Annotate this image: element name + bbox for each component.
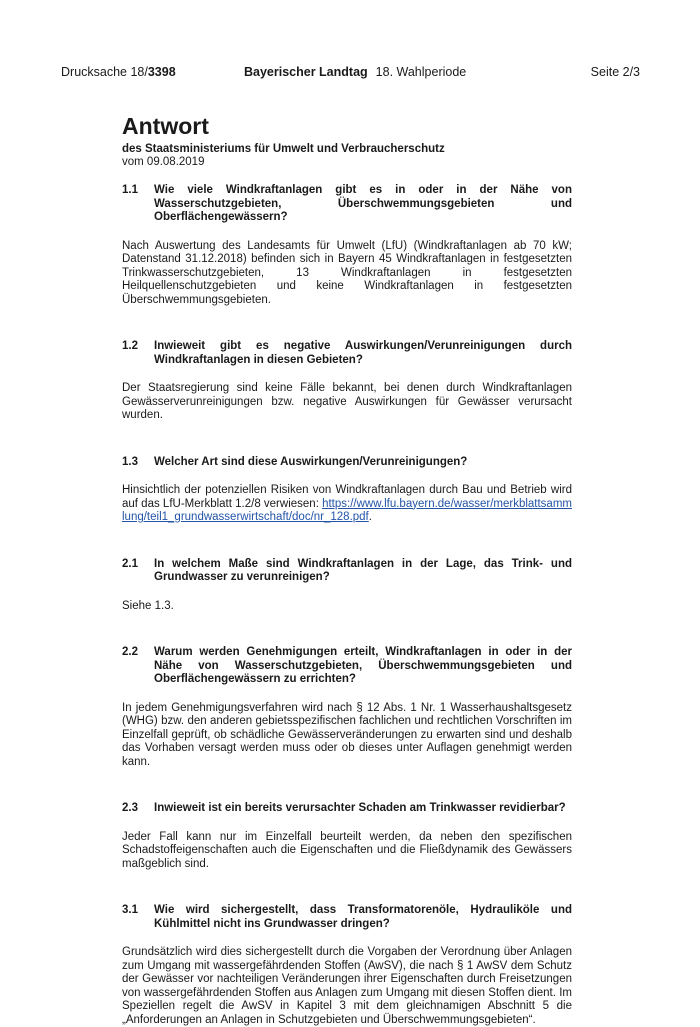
question-2-1 [122, 558, 572, 585]
question-text: In welchem Maße sind Windkraftanlagen in der Lage, das Trink- und Grundwasser zu verunreinigen? [154, 557, 572, 583]
answer-2-1: Siehe 1.3. [122, 599, 174, 612]
drucksache-number: 3398 [147, 65, 176, 79]
answer-1-1: Nach Auswertung des Landesamts für Umwelt (LfU) (Windkraftanlagen ab 70 kW; Datenstand 31.12.2018) befinden sich in Bayern 45 Windkraftanlagen in festgesetzten Trinkwasserschutzgebieten, 13 Windkraftanlagen in festgesetzten Heilquellenschutzgebieten und keine Windkraftanlagen in festgesetzten Überschwemmungsgebieten. [122, 239, 572, 306]
question-number: 1.3 [122, 455, 138, 468]
answer-2-2: In jedem Genehmigungsverfahren wird nach § 12 Abs. 1 Nr. 1 Wasserhaushaltsgesetz (WHG) bzw. den anderen gebietsspezifischen fachlichen und rechtlichen Vorschriften im Einzelfall geprüft, ob schädliche Gewässerveränderungen zu erwarten sind und deshalb das Vorhaben versagt werden muss oder ob dieses unter Auflagen genehmigt werden kann. [122, 701, 572, 768]
answer-1-2: Der Staatsregierung sind keine Fälle bekannt, bei denen durch Windkraftanlagen Gewässerverunreinigungen bzw. negative Auswirkungen für Gewässer verursacht wurden. [122, 382, 572, 421]
question-text: Wie wird sichergestellt, dass Transformatorenöle, Hydrauliköle und Kühlmittel nicht ins Grundwasser dringen? [154, 904, 572, 930]
question-number: 2.2 [122, 646, 138, 658]
question-3-1 [122, 904, 572, 931]
question-number: 2.3 [122, 802, 138, 814]
page-header [61, 64, 640, 80]
question-text: Warum werden Genehmigungen erteilt, Windkraftanlagen in oder in der Nähe von Wasserschutzgebieten, Überschwemmungsgebieten und Oberflächengewässern zu errichten? [154, 646, 572, 685]
wahlperiode: 18. Wahlperiode [375, 65, 467, 79]
question-2-3 [122, 802, 572, 816]
question-text: Welcher Art sind diese Auswirkungen/Verunreinigungen? [154, 455, 468, 468]
question-number: 2.1 [122, 557, 138, 570]
question-1-1 [122, 184, 572, 225]
question-number: 1.2 [122, 340, 138, 352]
document-body [122, 112, 572, 1027]
page-title: Antwort [122, 113, 209, 139]
question-text: Inwieweit gibt es negative Auswirkungen/Verunreinigungen durch Windkraftanlagen in diesen Gebieten? [154, 340, 572, 366]
merkblatt-link[interactable]: https://www.lfu.bayern.de/wasser/merkblattsammlung/teil1_grundwasserwirtschaft/doc/nr_128.pdf [122, 497, 572, 523]
ministry-name: des Staatsministeriums für Umwelt und Verbraucherschutz [122, 143, 445, 155]
question-number: 3.1 [122, 904, 138, 916]
answer-1-3: Hinsichtlich der potenziellen Risiken von Windkraftanlagen durch Bau und Betrieb wird auf das LfU-Merkblatt 1.2/8 verwiesen: https://www.lfu.bayern.de/wasser/merkblattsammlung/teil1_grundwasserwirtschaft/doc/nr_128.pdf. [122, 484, 572, 523]
page-number: Seite 2/3 [590, 65, 640, 79]
question-1-3 [122, 456, 572, 470]
answer-2-3: Jeder Fall kann nur im Einzelfall beurteilt werden, da neben den spezifischen Schadstoffeigenschaften auch die Eigenschaften und die Fließdynamik des Gewässers maßgeblich sind. [122, 830, 572, 870]
question-text: Wie viele Windkraftanlagen gibt es in oder in der Nähe von Wasserschutzgebieten, Überschwemmungsgebieten und Oberflächengewässern? [154, 184, 572, 223]
answer-date: vom 09.08.2019 [122, 156, 205, 168]
drucksache-label: Drucksache 18/3398 [61, 65, 176, 79]
landtag-label [244, 64, 466, 80]
question-text: Inwieweit ist ein bereits verursachter Schaden am Trinkwasser revidierbar? [154, 802, 566, 814]
question-1-2 [122, 340, 572, 367]
question-2-2 [122, 646, 572, 687]
landtag-name: Bayerischer Landtag [244, 65, 368, 79]
answer-3-1: Grundsätzlich wird dies sichergestellt durch die Vorgaben der Verordnung über Anlagen zum Umgang mit wassergefährdenden Stoffen (AwSV), die nach § 1 AwSV dem Schutz der Gewässer vor nachteiligen Veränderungen ihrer Eigenschaften durch Freisetzungen von wassergefährdenden Stoffen aus Anlagen zum Umgang mit diesen Stoffen dient. Im Speziellen regelt die AwSV in Kapitel 3 mit dem gleichnamigen Abschnitt 5 die „Anforderungen an Anlagen in Schutzgebieten und Überschwemmungsgebieten“. [122, 946, 572, 1026]
question-number: 1.1 [122, 184, 138, 196]
